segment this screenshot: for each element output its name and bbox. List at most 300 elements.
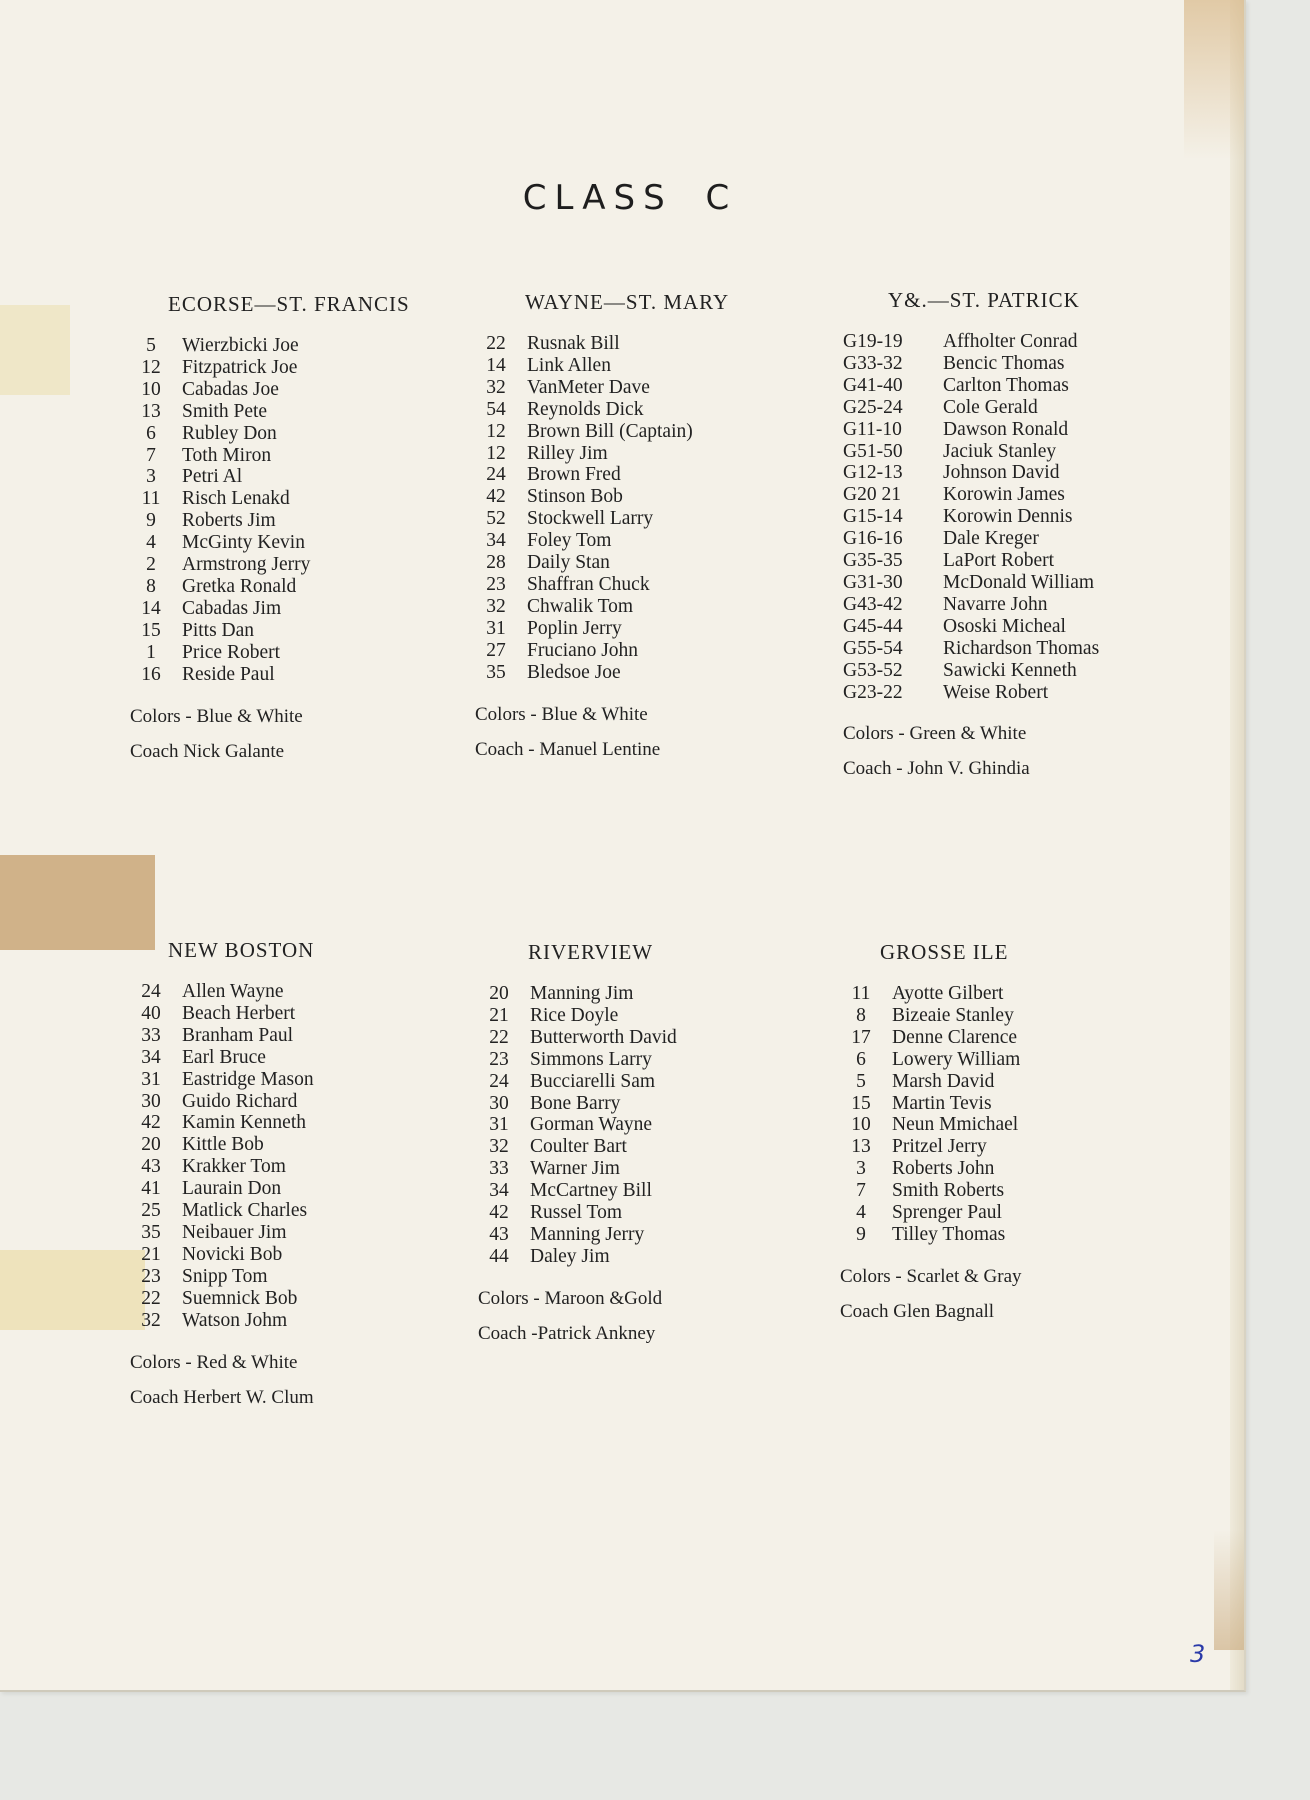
jersey-number: 10 <box>141 378 161 400</box>
jersey-number: 12 <box>486 442 506 464</box>
player-name: Simmons Larry <box>530 1048 652 1070</box>
player-name: Lowery William <box>892 1048 1021 1070</box>
jersey-number: G23-22 <box>843 681 903 703</box>
roster-row <box>840 1005 1022 1027</box>
player-name: Dale Kreger <box>943 528 1039 550</box>
team-name: NEW BOSTON <box>168 938 315 962</box>
roster-row <box>130 1025 314 1047</box>
jersey-number: 5 <box>146 335 156 356</box>
player-name: Pitts Dan <box>182 619 255 641</box>
roster-row <box>130 1047 314 1069</box>
player-name: Bencic Thomas <box>943 352 1065 374</box>
player-name: Cabadas Jim <box>182 597 282 619</box>
jersey-number: 32 <box>141 1309 161 1331</box>
jersey-number: 34 <box>141 1046 161 1068</box>
roster-row <box>843 419 1099 441</box>
roster-row <box>478 1158 677 1180</box>
roster-row <box>130 1178 314 1200</box>
roster-row <box>478 1114 677 1136</box>
paper-stain <box>1184 0 1244 160</box>
roster-row <box>843 462 1099 484</box>
jersey-number: 32 <box>489 1136 509 1158</box>
player-name: Bone Barry <box>530 1092 621 1114</box>
roster-row <box>475 596 729 618</box>
jersey-number: G15-14 <box>843 506 903 528</box>
tape-mark <box>0 855 155 950</box>
team-coach: Coach Herbert W. Clum <box>130 1386 314 1408</box>
jersey-number: 44 <box>489 1245 509 1267</box>
jersey-number: G12-13 <box>843 462 903 484</box>
roster-row <box>475 464 729 486</box>
player-name: Tilley Thomas <box>892 1223 1006 1245</box>
roster-row <box>843 594 1099 616</box>
team-name: WAYNE—ST. MARY <box>525 290 730 314</box>
jersey-number: 15 <box>851 1092 871 1114</box>
roster-row <box>475 618 729 640</box>
roster-row <box>130 1200 314 1222</box>
jersey-number: 13 <box>141 400 161 422</box>
roster-row <box>475 443 729 465</box>
roster-list <box>130 981 314 1332</box>
roster-row <box>843 638 1099 660</box>
roster-row <box>843 506 1099 528</box>
roster-row <box>478 1246 677 1268</box>
roster-row <box>475 377 729 399</box>
roster-row <box>478 1071 677 1093</box>
roster-row <box>130 1003 314 1025</box>
player-name: Denne Clarence <box>892 1026 1018 1048</box>
jersey-number: 9 <box>856 1223 866 1245</box>
player-name: Ososki Micheal <box>943 615 1066 637</box>
jersey-number: 31 <box>489 1114 509 1136</box>
player-name: Rice Doyle <box>530 1004 619 1026</box>
jersey-number: 8 <box>856 1004 866 1026</box>
jersey-number: 23 <box>141 1265 161 1287</box>
roster-row <box>130 1069 314 1091</box>
player-name: Neun Mmichael <box>892 1114 1019 1136</box>
jersey-number: 32 <box>486 376 506 398</box>
tape-mark <box>0 305 70 395</box>
roster-row <box>840 1027 1022 1049</box>
roster-row <box>840 1224 1022 1246</box>
jersey-number: 24 <box>489 1070 509 1092</box>
player-name: Branham Paul <box>182 1024 294 1046</box>
player-name: Petri Al <box>182 466 243 488</box>
jersey-number: 31 <box>141 1068 161 1090</box>
jersey-number: 3 <box>856 1158 866 1180</box>
roster-row <box>843 616 1099 638</box>
page-number: 3 <box>1190 1640 1206 1668</box>
player-name: Poplin Jerry <box>527 617 622 639</box>
player-name: VanMeter Dave <box>527 376 650 398</box>
jersey-number: 1 <box>146 641 156 663</box>
player-name: Krakker Tom <box>182 1156 286 1178</box>
player-name: McDonald William <box>943 571 1095 593</box>
jersey-number: 54 <box>486 398 506 420</box>
team-colors: Colors - Blue & White <box>475 703 648 725</box>
roster-row <box>475 640 729 662</box>
team-coach: Coach - Manuel Lentine <box>475 738 661 760</box>
player-name: Beach Herbert <box>182 1002 296 1024</box>
jersey-number: 13 <box>851 1136 871 1158</box>
roster-row <box>475 421 729 443</box>
player-name: Neibauer Jim <box>182 1221 287 1243</box>
page-title: CLASS C <box>522 178 738 218</box>
roster-row <box>130 598 410 620</box>
roster-row <box>130 445 410 467</box>
player-name: Martin Tevis <box>892 1092 992 1114</box>
jersey-number: 16 <box>141 663 161 685</box>
roster-row <box>130 488 410 510</box>
jersey-number: 35 <box>486 661 506 683</box>
player-name: Brown Fred <box>527 464 621 486</box>
player-name: Novicki Bob <box>182 1243 283 1265</box>
player-name: Roberts John <box>892 1158 995 1180</box>
roster-row <box>478 983 677 1005</box>
jersey-number: 25 <box>141 1200 161 1222</box>
jersey-number: G35-35 <box>843 550 903 572</box>
roster-row <box>843 353 1099 375</box>
jersey-number: G43-42 <box>843 593 903 615</box>
jersey-number: 14 <box>141 597 161 619</box>
player-name: Gretka Ronald <box>182 575 297 597</box>
team-colors: Colors - Maroon &Gold <box>478 1287 663 1309</box>
team-block-grosse-ile <box>840 940 1022 1323</box>
team-name: ECORSE—ST. FRANCIS <box>168 292 410 316</box>
roster-row <box>130 1266 314 1288</box>
player-name: Eastridge Mason <box>182 1068 314 1090</box>
roster-row <box>840 1158 1022 1180</box>
jersey-number: 6 <box>146 422 156 444</box>
jersey-number: 43 <box>141 1156 161 1178</box>
player-name: Stockwell Larry <box>527 508 654 530</box>
player-name: Laurain Don <box>182 1178 282 1200</box>
player-name: McCartney Bill <box>530 1180 652 1202</box>
player-name: Toth Miron <box>182 444 272 466</box>
roster-row <box>843 528 1099 550</box>
player-name: Korowin Dennis <box>943 506 1073 528</box>
player-name: Roberts Jim <box>182 510 276 532</box>
roster-row <box>130 1310 314 1332</box>
roster-row <box>478 1224 677 1246</box>
team-block-new-boston <box>130 938 314 1409</box>
roster-row <box>840 1202 1022 1224</box>
roster-row <box>130 664 410 686</box>
jersey-number: 30 <box>141 1090 161 1112</box>
jersey-number: 20 <box>489 983 509 1004</box>
team-coach: Coach - John V. Ghindia <box>843 758 1030 780</box>
roster-row <box>130 466 410 488</box>
player-name: Cole Gerald <box>943 396 1038 418</box>
jersey-number: 22 <box>486 333 506 354</box>
roster-row <box>475 574 729 596</box>
jersey-number: 42 <box>141 1112 161 1134</box>
roster-row <box>840 1093 1022 1115</box>
roster-list <box>840 983 1022 1246</box>
player-name: Sawicki Kenneth <box>943 659 1077 681</box>
roster-row <box>843 397 1099 419</box>
jersey-number: 40 <box>141 1002 161 1024</box>
jersey-number: 20 <box>141 1134 161 1156</box>
player-name: Affholter Conrad <box>943 331 1078 352</box>
roster-row <box>843 441 1099 463</box>
team-colors: Colors - Scarlet & Gray <box>840 1265 1022 1287</box>
player-name: Sprenger Paul <box>892 1202 1002 1224</box>
player-name: Marsh David <box>892 1070 995 1092</box>
jersey-number: 8 <box>146 575 156 597</box>
jersey-number: 6 <box>856 1048 866 1070</box>
team-coach: Coach -Patrick Ankney <box>478 1322 656 1344</box>
roster-row <box>478 1136 677 1158</box>
roster-row <box>843 572 1099 594</box>
player-name: Carlton Thomas <box>943 374 1069 396</box>
player-name: Risch Lenakd <box>182 488 290 510</box>
roster-row <box>130 1112 314 1134</box>
roster-row <box>130 510 410 532</box>
jersey-number: 21 <box>489 1004 509 1026</box>
roster-row <box>475 552 729 574</box>
jersey-number: G31-30 <box>843 571 903 593</box>
roster-list <box>843 331 1099 703</box>
player-name: Matlick Charles <box>182 1200 308 1222</box>
player-name: Shaffran Chuck <box>527 573 650 595</box>
roster-list <box>478 983 677 1268</box>
roster-row <box>840 1136 1022 1158</box>
jersey-number: 22 <box>141 1287 161 1309</box>
jersey-number: 24 <box>141 981 161 1002</box>
player-name: Fitzpatrick Joe <box>182 356 298 378</box>
roster-row <box>843 660 1099 682</box>
roster-row <box>130 1288 314 1310</box>
team-name: Y&.—ST. PATRICK <box>888 288 1080 312</box>
roster-row <box>840 983 1022 1005</box>
team-coach: Coach Glen Bagnall <box>840 1300 995 1322</box>
player-name: Kittle Bob <box>182 1134 264 1156</box>
roster-row <box>130 1091 314 1113</box>
player-name: Navarre John <box>943 593 1048 615</box>
player-name: Russel Tom <box>530 1202 622 1224</box>
player-name: Armstrong Jerry <box>182 554 311 576</box>
roster-row <box>130 335 410 357</box>
jersey-number: 3 <box>146 466 156 488</box>
player-name: Korowin James <box>943 484 1065 506</box>
player-name: Johnson David <box>943 462 1060 484</box>
team-block-ecorse-st-francis <box>130 292 410 763</box>
roster-row <box>840 1180 1022 1202</box>
roster-list <box>475 333 729 684</box>
player-name: Rilley Jim <box>527 442 608 464</box>
roster-row <box>475 508 729 530</box>
player-name: Coulter Bart <box>530 1136 627 1158</box>
player-name: LaPort Robert <box>943 550 1055 572</box>
paper-stain <box>1214 1530 1244 1650</box>
jersey-number: 34 <box>486 530 506 552</box>
jersey-number: 43 <box>489 1223 509 1245</box>
player-name: Ayotte Gilbert <box>892 983 1004 1004</box>
player-name: Reynolds Dick <box>527 398 644 420</box>
player-name: Rusnak Bill <box>527 333 620 354</box>
player-name: Link Allen <box>527 354 611 376</box>
roster-row <box>130 1222 314 1244</box>
jersey-number: G19-19 <box>843 331 903 352</box>
jersey-number: G16-16 <box>843 528 903 550</box>
player-name: Smith Roberts <box>892 1180 1005 1202</box>
jersey-number: G45-44 <box>843 615 903 637</box>
roster-row <box>843 331 1099 353</box>
page-edge <box>1230 0 1244 1690</box>
roster-row <box>475 399 729 421</box>
jersey-number: 41 <box>141 1178 161 1200</box>
jersey-number: G55-54 <box>843 637 903 659</box>
roster-row <box>130 423 410 445</box>
jersey-number: 30 <box>489 1092 509 1114</box>
roster-row <box>478 1093 677 1115</box>
jersey-number: 28 <box>486 552 506 574</box>
team-block-wayne-st-mary <box>475 290 729 761</box>
jersey-number: 33 <box>141 1024 161 1046</box>
player-name: Smith Pete <box>182 400 268 422</box>
jersey-number: 17 <box>851 1026 871 1048</box>
team-colors: Colors - Green & White <box>843 723 1027 745</box>
roster-row <box>478 1005 677 1027</box>
player-name: Warner Jim <box>530 1158 620 1180</box>
jersey-number: G33-32 <box>843 352 903 374</box>
jersey-number: 14 <box>486 354 506 376</box>
jersey-number: G53-52 <box>843 659 903 681</box>
jersey-number: 9 <box>146 510 156 532</box>
roster-row <box>130 379 410 401</box>
jersey-number: G11-10 <box>843 418 902 440</box>
jersey-number: 21 <box>141 1243 161 1265</box>
player-name: Dawson Ronald <box>943 418 1069 440</box>
jersey-number: 31 <box>486 617 506 639</box>
player-name: Stinson Bob <box>527 486 623 508</box>
jersey-number: 11 <box>141 488 161 510</box>
player-name: Bizeaie Stanley <box>892 1004 1014 1026</box>
roster-row <box>840 1114 1022 1136</box>
roster-row <box>130 554 410 576</box>
roster-row <box>130 1244 314 1266</box>
player-name: Suemnick Bob <box>182 1287 298 1309</box>
jersey-number: 7 <box>146 444 156 466</box>
player-name: Cabadas Joe <box>182 378 279 400</box>
roster-row <box>843 682 1099 704</box>
roster-row <box>130 357 410 379</box>
roster-row <box>130 1156 314 1178</box>
roster-row <box>840 1049 1022 1071</box>
player-name: Allen Wayne <box>182 981 284 1002</box>
roster-row <box>843 484 1099 506</box>
jersey-number: 34 <box>489 1180 509 1202</box>
tape-mark <box>0 1250 145 1330</box>
jersey-number: 5 <box>856 1070 866 1092</box>
jersey-number: 11 <box>851 983 871 1004</box>
player-name: Wierzbicki Joe <box>182 335 299 356</box>
jersey-number: 23 <box>489 1048 509 1070</box>
roster-row <box>130 642 410 664</box>
jersey-number: 10 <box>851 1114 871 1136</box>
player-name: Bucciarelli Sam <box>530 1070 656 1092</box>
jersey-number: 12 <box>141 356 161 378</box>
roster-row <box>478 1027 677 1049</box>
player-name: Brown Bill (Captain) <box>527 420 693 442</box>
player-name: Guido Richard <box>182 1090 298 1112</box>
team-block-st-patrick <box>843 288 1099 780</box>
jersey-number: 42 <box>489 1202 509 1224</box>
player-name: Kamin Kenneth <box>182 1112 307 1134</box>
player-name: Snipp Tom <box>182 1265 268 1287</box>
player-name: Pritzel Jerry <box>892 1136 987 1158</box>
roster-row <box>475 530 729 552</box>
jersey-number: 32 <box>486 595 506 617</box>
jersey-number: 12 <box>486 420 506 442</box>
player-name: Fruciano John <box>527 639 639 661</box>
roster-row <box>478 1180 677 1202</box>
team-colors: Colors - Blue & White <box>130 705 303 727</box>
jersey-number: 52 <box>486 508 506 530</box>
player-name: Richardson Thomas <box>943 637 1100 659</box>
jersey-number: 35 <box>141 1221 161 1243</box>
player-name: Reside Paul <box>182 663 275 685</box>
jersey-number: 4 <box>856 1202 866 1224</box>
roster-row <box>130 401 410 423</box>
roster-row <box>840 1071 1022 1093</box>
player-name: Gorman Wayne <box>530 1114 653 1136</box>
player-name: Price Robert <box>182 641 281 663</box>
player-name: Watson Johm <box>182 1309 288 1331</box>
player-name: Butterworth David <box>530 1026 677 1048</box>
team-name: GROSSE ILE <box>880 940 1009 964</box>
roster-row <box>843 550 1099 572</box>
jersey-number: 15 <box>141 619 161 641</box>
roster-row <box>130 576 410 598</box>
roster-row <box>478 1202 677 1224</box>
jersey-number: 33 <box>489 1158 509 1180</box>
player-name: Bledsoe Joe <box>527 661 621 683</box>
team-block-riverview <box>478 940 677 1345</box>
jersey-number: G20 21 <box>843 484 901 506</box>
jersey-number: 23 <box>486 573 506 595</box>
roster-row <box>475 486 729 508</box>
player-name: Rubley Don <box>182 422 277 444</box>
player-name: Jaciuk Stanley <box>943 440 1057 462</box>
roster-row <box>130 532 410 554</box>
roster-row <box>843 375 1099 397</box>
jersey-number: 24 <box>486 464 506 486</box>
jersey-number: G51-50 <box>843 440 903 462</box>
jersey-number: 22 <box>489 1026 509 1048</box>
jersey-number: 42 <box>486 486 506 508</box>
team-colors: Colors - Red & White <box>130 1351 298 1373</box>
roster-row <box>478 1049 677 1071</box>
jersey-number: G25-24 <box>843 396 903 418</box>
team-coach: Coach Nick Galante <box>130 740 285 762</box>
roster-list <box>130 335 410 686</box>
player-name: Manning Jim <box>530 983 634 1004</box>
jersey-number: 7 <box>856 1180 866 1202</box>
roster-row <box>130 1134 314 1156</box>
player-name: Daley Jim <box>530 1245 610 1267</box>
team-name: RIVERVIEW <box>528 940 654 964</box>
player-name: McGinty Kevin <box>182 532 305 554</box>
player-name: Earl Bruce <box>182 1046 266 1068</box>
jersey-number: G41-40 <box>843 374 903 396</box>
player-name: Weise Robert <box>943 681 1049 703</box>
roster-row <box>130 620 410 642</box>
jersey-number: 27 <box>486 639 506 661</box>
player-name: Daily Stan <box>527 552 610 574</box>
player-name: Foley Tom <box>527 530 612 552</box>
